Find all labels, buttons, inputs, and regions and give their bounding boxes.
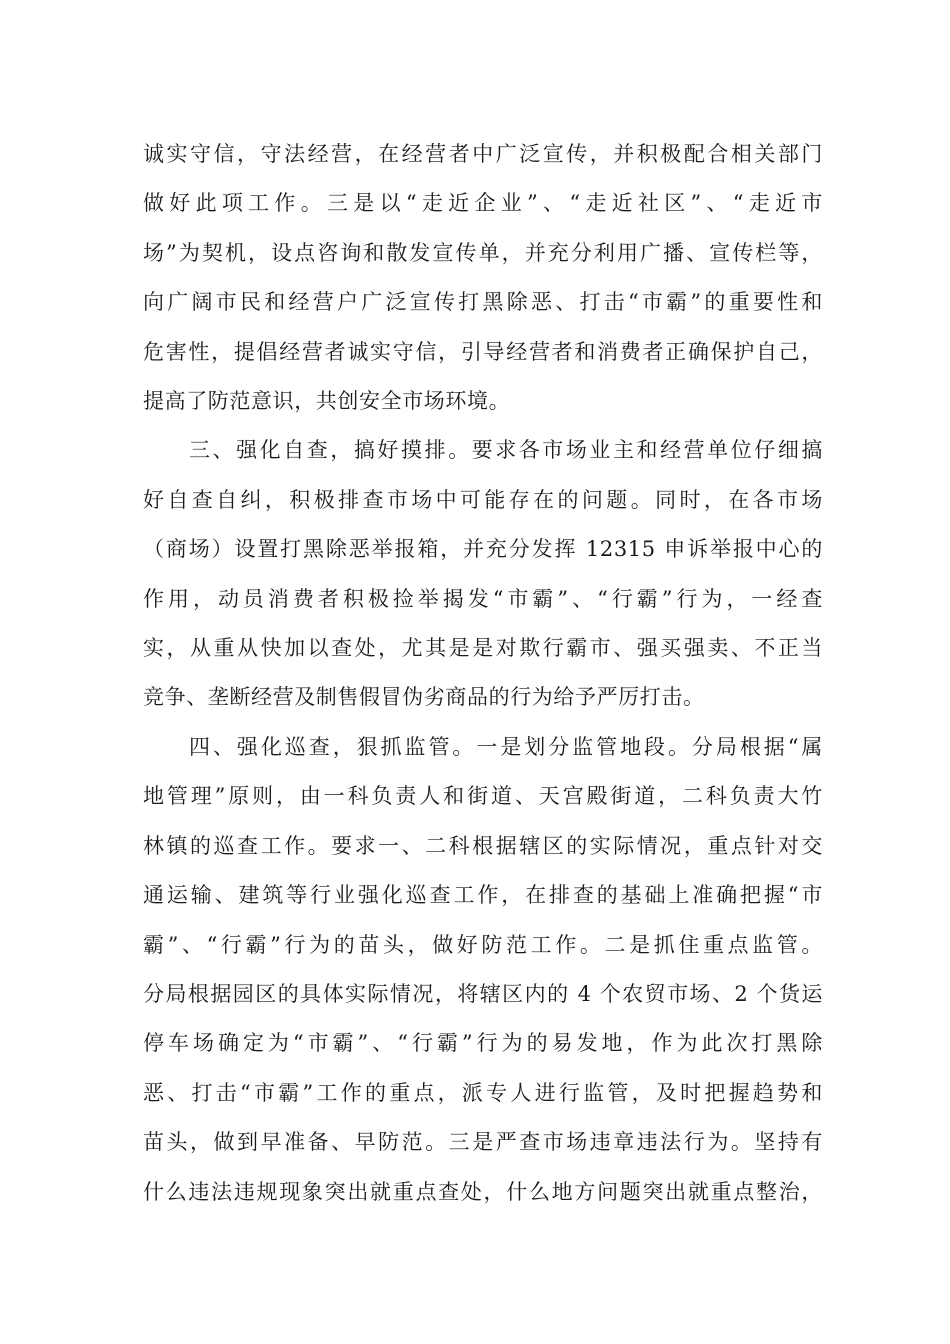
text-line: 危害性，提倡经营者诚实守信，引导经营者和消费者正确保护自己， — [143, 339, 823, 364]
text-line: 什么违法违规现象突出就重点查处，什么地方问题突出就重点整治， — [143, 1179, 823, 1204]
text-line: 通运输、建筑等行业强化巡查工作，在排查的基础上准确把握“市 — [143, 883, 823, 908]
text-line: 好自查自纠，积极排查市场中可能存在的问题。同时，在各市场 — [143, 487, 823, 512]
text-line: 霸”、“行霸”行为的苗头，做好防范工作。二是抓住重点监管。 — [143, 932, 823, 957]
document-body — [143, 130, 823, 1217]
text-line: 诚实守信，守法经营，在经营者中广泛宣传，并积极配合相关部门 — [143, 142, 823, 166]
paragraph-1 — [143, 130, 823, 426]
text-line: 竞争、垄断经营及制售假冒伪劣商品的行为给予严厉打击。 — [143, 685, 705, 710]
text-line: 做好此项工作。三是以“走近企业”、“走近社区”、“走近市 — [143, 191, 823, 216]
text-line: 苗头，做到早准备、早防范。三是严查市场违章违法行为。坚持有 — [143, 1130, 823, 1155]
text-line: 停车场确定为“市霸”、“行霸”行为的易发地，作为此次打黑除 — [143, 1031, 823, 1056]
text-line: 地管理”原则，由一科负责人和街道、天宫殿街道，二科负责大竹 — [143, 784, 823, 809]
text-line: 分局根据园区的具体实际情况，将辖区内的 4 个农贸市场、2 个货运 — [143, 981, 823, 1006]
text-line: 林镇的巡查工作。要求一、二科根据辖区的实际情况，重点针对交 — [143, 833, 823, 858]
paragraph-3 — [143, 723, 823, 1217]
text-line: 实，从重从快加以查处，尤其是是对欺行霸市、强买强卖、不正当 — [143, 636, 823, 661]
text-line: （商场）设置打黑除恶举报箱，并充分发挥 12315 申诉举报中心的 — [143, 537, 823, 562]
text-line: 恶、打击“市霸”工作的重点，派专人进行监管，及时把握趋势和 — [143, 1080, 823, 1105]
text-line: 作用，动员消费者积极捡举揭发“市霸”、“行霸”行为，一经查 — [143, 586, 823, 611]
text-line: 三、强化自查，搞好摸排。要求各市场业主和经营单位仔细搞 — [189, 438, 823, 463]
text-line: 四、强化巡查，狠抓监管。一是划分监管地段。分局根据“属 — [189, 734, 823, 759]
text-line: 提高了防范意识，共创安全市场环境。 — [143, 389, 511, 414]
text-line: 向广阔市民和经营户广泛宣传打黑除恶、打击“市霸”的重要性和 — [143, 290, 823, 315]
text-line: 场”为契机，设点咨询和散发宣传单，并充分利用广播、宣传栏等， — [143, 240, 823, 265]
paragraph-2 — [143, 426, 823, 722]
